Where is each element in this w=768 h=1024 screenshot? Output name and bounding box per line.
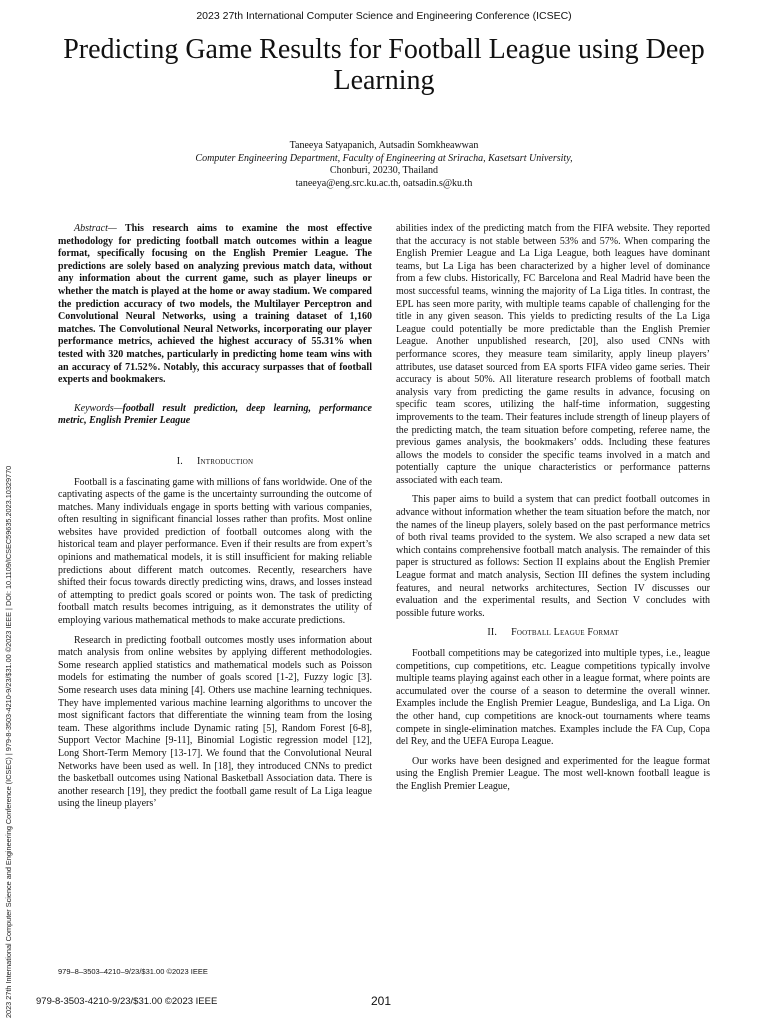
section-title: Introduction [196, 455, 254, 467]
doi-sidebar: 2023 27th International Computer Science and Engineering Conference (ICSEC) | 979-8-3503-4210-9/23/$31.00 ©2023 IEEE | DOI: 10.1109/ICSEC59635.2023.10329770 [4, 465, 13, 1018]
keywords [58, 403, 372, 428]
author-emails: taneeya@eng.src.ku.ac.th, oatsadin.s@ku.th [295, 177, 473, 189]
right-column [396, 223, 710, 801]
author-block [100, 140, 668, 190]
abstract-label: Abstract— [74, 223, 117, 234]
section-heading-introduction [58, 456, 372, 469]
league-paragraph-2: Our works have been designed and experimented for the league format using the English Premier League. The most well-known football league is the English Premier League, [396, 755, 710, 792]
paper-title: Predicting Game Results for Football League using Deep Learning [63, 34, 705, 96]
left-column [58, 223, 372, 818]
league-paragraph-1: Football competitions may be categorized into multiple types, i.e., league competitions, cup competitions, etc. League competitions typically involve multiple teams playing against each other in a league format, where points are accumulated over the course of a season to determine the overall winner. Examples include the English Premier League, Bundesliga, and La Liga. On the other hand, cup competitions are knock-out tournaments where teams compete in single-elimination matches. Examples include the FA Cup, Copa del Rey, and the UEFA Europa League. [396, 648, 710, 748]
author-affiliation: Computer Engineering Department, Faculty of Engineering at Sriracha, Kasetsart University, [195, 152, 573, 164]
abstract-text: This research aims to examine the most effective methodology for predicting football match outcomes within a league format, specifically focusing on the English Premier League. The predictions are solely based on analyzing previous match data, without any information about the current game, such as player lineups or whether the match is played at the home or away stadium. We compared the prediction accuracy of two models, the Multilayer Perceptron and Convolutional Neural Networks, using a training dataset of 1,160 matches. The Convolutional Neural Networks, incorporating our player performance metrics, achieved the highest accuracy of 55.31% when tested with 320 matches, particularly in predicting home team wins with an accuracy of 71.52%. Notably, this accuracy surpasses that of football experts and bookmakers. [58, 223, 372, 386]
page-number: 201 [371, 994, 392, 1008]
right-paragraph-2: This paper aims to build a system that can predict football outcomes in advance without information whether the team situation before the match, nor the names of the lineup players, solely based on the past performance metrics of both rival teams provided to the system. We also scraped a new data set which contains comprehensive football match analysis. The remainder of this paper is structured as follows: Section II explains about the English Premier League format and match analysis, Section III defines the system including features, and neural networks architectures, Section IV discusses our evaluation and the experimental results, and Section V concludes with possible future works. [396, 494, 710, 619]
copyright-footnote: 979–8–3503–4210–9/23/$31.00 ©2023 IEEE [58, 967, 208, 976]
author-names: Taneeya Satyapanich, Autsadin Somkheawwan [289, 140, 479, 151]
section-number: II. [487, 627, 498, 639]
author-location: Chonburi, 20230, Thailand [329, 165, 439, 176]
keywords-text: football result prediction, deep learning, performance metric, English Premier League [58, 402, 372, 427]
right-paragraph-1: abilities index of the predicting match from the FIFA website. They reported that the accuracy is not stable between 53% and 57%. When comparing the English Premier League and La Liga League, both leagues have dominant teams, but La Liga has been characterized by a higher level of dominance from a few clubs. Historically, FC Barcelona and Real Madrid have been the most successful teams, winning the majority of La Liga titles. In contrast, the EPL has seen more parity, with multiple teams capable of challenging for the title in any given season. This yields to predicting results of the La Liga League could potentially be more predictable than the English Premier League. Another unpublished research, [20], also used CNNs with performance scores, they measure team similarity, apply lineup players’ attributes, use dataset sourced from EA sports FIFA video game series. Their accuracy is about 50%. All literature research problems of football match analysis vary from predicting the game results in advance, focusing on specific team scores, utilizing the half-time information, suggesting improvements to the team. Their features include strength of lineup players of the predicting match, the team situation before competing, referee name, the previous games analysis, the bookmakers’ odds. Including these features allows the models to consider the specific teams involved in a match and potentially capture the unique characteristics or performance patterns associated with each team. [396, 223, 710, 486]
section-title: Football League Format [511, 627, 619, 639]
keywords-label: Keywords— [74, 402, 123, 414]
section-heading-league-format [396, 627, 710, 640]
intro-paragraph-2: Research in predicting football outcomes mostly uses information about match analysis from online websites by applying different methodologies. Some research applied statistics and mathematical models such as Poisson models for estimating the number of goals scored [1-2], Fuzzy logic [3]. Some research uses data mining [4]. Others use machine learning techniques. They have implemented various machine learning algorithms to uncover the most significant factors that differentiate the winning team from the losing team. These algorithms include Dynamic rating [5], Random Forest [6-8], Support Vector Machine [9-11], Binomial Logistic regression model [12], Long Short-Term Memory [13-17]. We found that the Convolutional Neural Networks have been used as well. In [18], they introduced CNNs to predict the basketball outcomes using National Basketball Association data. There is another research [19], they predict the football game result of La Liga league using the lineup players’ [58, 634, 372, 810]
section-number: I. [176, 455, 183, 467]
intro-paragraph-1: Football is a fascinating game with millions of fans worldwide. One of the captivating aspects of the game is the uncertainty surrounding the outcome of matches. Many individuals engage in sports betting with various companies, often resulting in significant financial losses rather than profits. Most online websites have provided prediction of football outcomes along with the historical team and player performance. Even if their results are from expert’s opinions and mathematical models, it is still insufficient for making reliable predictions about different match outcomes. Recently, researchers have shifted their focus towards directly predicting wins, draws, and losses instead of attempting to predict goals scored or points won. The task of predicting football match results becomes intriguing, as it demonstrates the utility of employing various mathematical methods to make accurate predictions. [58, 476, 372, 627]
abstract [58, 223, 372, 387]
conference-header: 2023 27th International Computer Science and Engineering Conference (ICSEC) [196, 10, 572, 22]
bottom-copyright: 979-8-3503-4210-9/23/$31.00 ©2023 IEEE [36, 996, 218, 1007]
